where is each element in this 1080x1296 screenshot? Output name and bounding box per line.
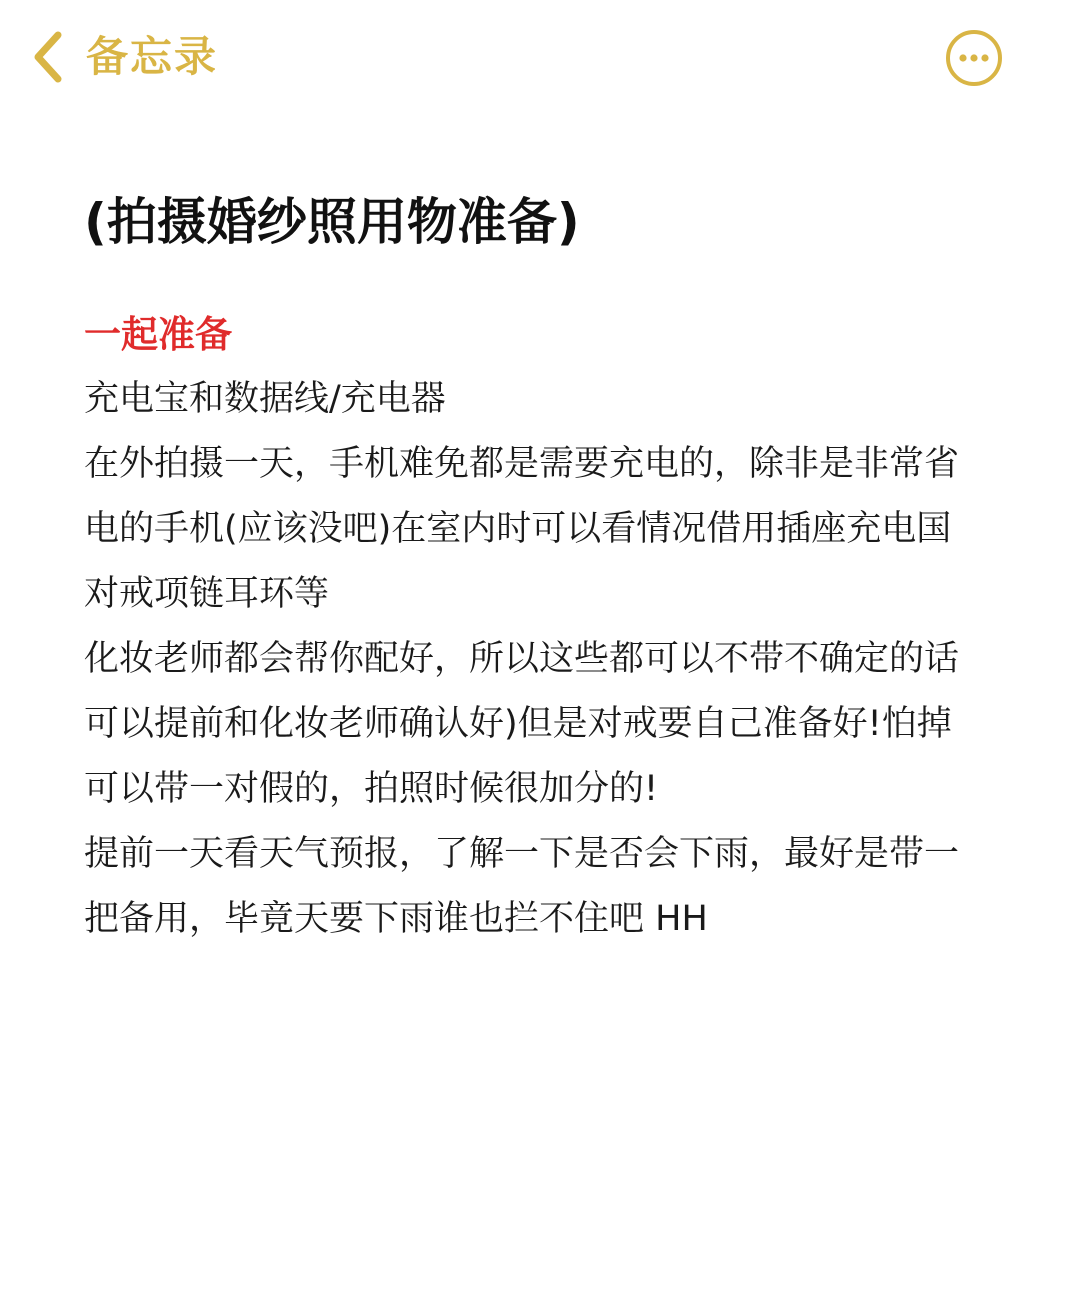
back-button[interactable] xyxy=(28,22,218,92)
note-paragraph: 提前一天看天气预报，了解一下是否会下雨，最好是带一把备用，毕竟天要下雨谁也拦不住吧 HH xyxy=(84,834,960,939)
note-body xyxy=(84,302,984,952)
note-paragraph: 化妆老师都会帮你配好，所以这些都可以不带不确定的话可以提前和化妆老师确认好)但是对戒要自己准备好!怕掉可以带一对假的，拍照时候很加分的! xyxy=(84,639,960,809)
more-options-icon xyxy=(944,28,1004,88)
navigation-bar xyxy=(0,0,1080,110)
more-options-button[interactable] xyxy=(944,28,1004,88)
section-heading: 一起准备 xyxy=(84,313,232,356)
chevron-left-icon xyxy=(28,27,68,87)
note-content[interactable] xyxy=(84,180,984,952)
back-label: 备忘录 xyxy=(86,32,219,81)
note-title: (拍摄婚纱照用物准备) xyxy=(84,193,580,251)
note-paragraph: 充电宝和数据线/充电器 xyxy=(84,379,446,419)
note-paragraph: 在外拍摄一天，手机难免都是需要充电的，除非是非常省电的手机(应该没吧)在室内时可以看情况借用插座充电国对戒项链耳环等 xyxy=(84,444,960,614)
